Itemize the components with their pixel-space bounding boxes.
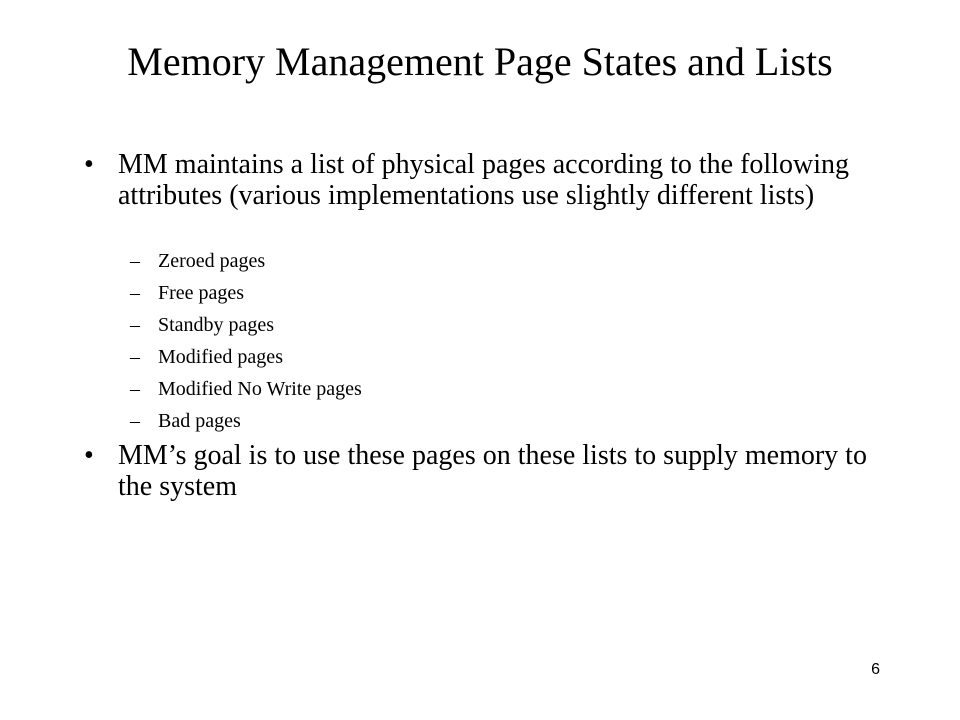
slide-title: Memory Management Page States and Lists bbox=[127, 39, 833, 84]
list-item-modified-no-write bbox=[130, 373, 830, 405]
list-item-standby bbox=[130, 309, 830, 341]
bullet-item-page-lists bbox=[84, 149, 874, 211]
dash-marker: – bbox=[130, 314, 140, 336]
list-item-zeroed bbox=[130, 245, 830, 277]
bullet-item-mm-goal bbox=[84, 440, 874, 502]
list-item-label: Standby pages bbox=[158, 314, 275, 336]
list-item-label: Modified No Write pages bbox=[158, 378, 362, 400]
list-item-bad bbox=[130, 405, 830, 437]
bullet-marker: • bbox=[84, 149, 94, 180]
dash-marker: – bbox=[130, 378, 140, 400]
bullet-text: MM maintains a list of physical pages according to the following attributes (various implementations use slightly different lists) bbox=[118, 149, 849, 211]
dash-marker: – bbox=[130, 250, 140, 272]
bullet-marker: • bbox=[84, 440, 94, 471]
dash-marker: – bbox=[130, 410, 140, 432]
list-item-label: Free pages bbox=[158, 282, 245, 304]
dash-marker: – bbox=[130, 282, 140, 304]
page-number: 6 bbox=[871, 661, 880, 678]
list-item-label: Zeroed pages bbox=[158, 250, 266, 272]
list-item-label: Bad pages bbox=[158, 410, 241, 432]
page-list-types bbox=[130, 245, 830, 437]
bullet-text: MM’s goal is to use these pages on these lists to supply memory to the system bbox=[118, 440, 867, 502]
list-item-label: Modified pages bbox=[158, 346, 283, 368]
list-item-modified bbox=[130, 341, 830, 373]
list-item-free bbox=[130, 277, 830, 309]
dash-marker: – bbox=[130, 346, 140, 368]
